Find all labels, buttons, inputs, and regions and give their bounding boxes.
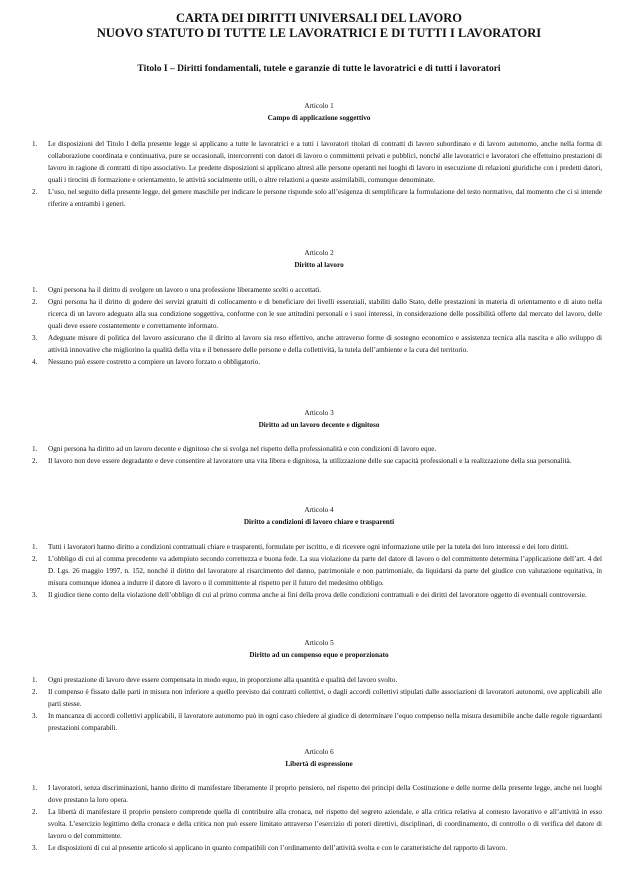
list-item xyxy=(0,186,638,210)
article-heading: Articolo 1 xyxy=(304,102,334,110)
article-title: Diritto al lavoro xyxy=(294,261,344,269)
list-item xyxy=(0,782,638,806)
item-number: 3. xyxy=(32,334,38,342)
item-text: Il giudice tiene conto della violazione dell’obbligo di cui al primo comma anche ai fini della prova delle condizioni contrattuali e dei diritti del lavoratore oggetto di eventuali controversie. xyxy=(48,591,587,599)
item-text: La libertà di manifestare il proprio pensiero comprende quella di contribuire alla cronaca, nel rispetto del segreto aziendale, e alla critica relativa al contesto lavorativo e all’attività in esso svolta. L’esercizio legittimo della cronaca e della critica non può essere limitato attraverso l’esercizio di poteri direttivi, disciplinari, di coordinamento, di controllo o di verifica del datore di lavoro o del committente. xyxy=(48,808,602,840)
article-6-list xyxy=(0,782,638,854)
list-item xyxy=(0,806,638,842)
list-item xyxy=(0,541,638,553)
item-number: 1. xyxy=(32,140,38,148)
article-5-list xyxy=(0,674,638,734)
item-number: 3. xyxy=(32,712,38,720)
item-text: L’obbligo di cui al comma precedente va adempiuto secondo correttezza e buona fede. La sua violazione da parte del datore di lavoro o del committente determina l’applicazione dell’art. 4 del D. Lgs. 26 maggio 1997, n. 152, nonché il diritto del lavoratore al risarcimento del danno, patrimoniale e non patrimoniale, da liquidarsi da parte del giudice con valutazione equitativa, in misura comunque idonea a indurre il datore di lavoro o il committente al rispetto per il futuro del medesimo obbligo. xyxy=(48,555,602,587)
item-number: 2. xyxy=(32,688,38,696)
item-text: Ogni persona ha diritto ad un lavoro decente e dignitoso che si svolga nel rispetto della professionalità e con condizioni di lavoro eque. xyxy=(48,445,437,453)
item-text: Ogni persona ha il diritto di svolgere un lavoro o una professione liberamente scelti o accettati. xyxy=(48,286,322,294)
list-item xyxy=(0,455,638,467)
item-text: Il compenso è fissato dalle parti in misura non inferiore a quello previsto dai contratti collettivi, o dagli accordi collettivi stipulati dalle associazioni di lavoratori autonomi, ove applicabili alle parti stesse. xyxy=(48,688,602,708)
item-number: 4. xyxy=(32,358,38,366)
section-subtitle: Titolo I – Diritti fondamentali, tutele e garanzie di tutte le lavoratrici e di tutti i lavoratori xyxy=(137,64,501,74)
article-heading: Articolo 2 xyxy=(304,249,334,257)
article-2-list xyxy=(0,284,638,368)
item-text: I lavoratori, senza discriminazioni, hanno diritto di manifestare liberamente il proprio pensiero, nel rispetto dei principi della Costituzione e delle norme della presente legge, anche nei luoghi dove prestano la loro opera. xyxy=(48,784,602,804)
article-2-header xyxy=(0,247,638,271)
list-item xyxy=(0,356,638,368)
item-number: 2. xyxy=(32,555,38,563)
document-title-line1: CARTA DEI DIRITTI UNIVERSALI DEL LAVORO xyxy=(175,11,463,25)
article-5-header xyxy=(0,637,638,661)
article-heading: Articolo 6 xyxy=(304,748,334,756)
document-title-line2: NUOVO STATUTO DI TUTTE LE LAVORATRICI E DI TUTTI I LAVORATORI xyxy=(96,26,542,40)
list-item xyxy=(0,710,638,734)
article-heading: Articolo 3 xyxy=(304,409,334,417)
item-number: 1. xyxy=(32,784,38,792)
item-text: Nessuno può essere costretto a compiere un lavoro forzato o obbligatorio. xyxy=(48,358,261,366)
item-text: Le disposizioni del Titolo I della presente legge si applicano a tutte le lavoratrici e a tutti i lavoratori titolari di contratti di lavoro subordinato e di lavoro autonomo, anche nella forma di collaborazione coordinata e continuativa, pure se occasionali, intercorrenti con datori di lavoro o committenti privati e pubblici, nonché alle lavoratrici e lavoratori che effettuino prestazioni di lavoro in ragione di contratti di tipo associativo. Le predette disposizioni si applicano altresì alle persone operanti nei luoghi di lavoro in esecuzione di relazioni giuridiche con i predetti datori, quali i tirocini di formazione e orientamento, le attività socialmente utili, o altre relazioni a queste assimilabili, comunque denominate. xyxy=(48,140,602,184)
article-title: Campo di applicazione soggettivo xyxy=(267,114,371,122)
list-item xyxy=(0,553,638,589)
article-1-list xyxy=(0,138,638,210)
list-item xyxy=(0,138,638,186)
item-text: Adeguate misure di politica del lavoro assicurano che il diritto al lavoro sia reso effettivo, anche attraverso forme di sostegno economico e assistenza tecnica alla nascita e allo sviluppo di attività innovative che migliorino la qualità della vita e il benessere delle persone e della collettività, la tutela dell’ambiente e la cura del territorio. xyxy=(48,334,602,354)
article-title: Libertà di espressione xyxy=(285,760,353,768)
item-number: 1. xyxy=(32,543,38,551)
article-3-list xyxy=(0,443,638,467)
item-number: 1. xyxy=(32,676,38,684)
list-item xyxy=(0,674,638,686)
list-item xyxy=(0,443,638,455)
article-heading: Articolo 5 xyxy=(304,639,334,647)
list-item xyxy=(0,284,638,296)
item-number: 2. xyxy=(32,808,38,816)
item-number: 3. xyxy=(32,844,38,852)
item-text: Tutti i lavoratori hanno diritto a condizioni contrattuali chiare e trasparenti, formulate per iscritto, e di ricevere ogni informazione utile per la tutela dei loro interessi e dei loro diritti. xyxy=(48,543,569,551)
article-title: Diritto a condizioni di lavoro chiare e trasparenti xyxy=(243,518,395,526)
item-text: Ogni persona ha il diritto di godere dei servizi gratuiti di collocamento e di beneficiare dei livelli essenziali, stabiliti dallo Stato, delle prestazioni in materia di orientamento e di aiuto nella ricerca di un lavoro adeguato alla sua condizione soggettiva, conforme con le sue attitudini personali e i suoi interessi, in considerazione delle possibilità offerte dal mercato del lavoro, delle quali deve essere costantemente e correttamente informato. xyxy=(48,298,602,330)
article-4-header xyxy=(0,504,638,528)
item-text: L’uso, nel seguito della presente legge, del genere maschile per indicare le persone risponde solo all’esigenza di semplificare la formulazione del testo normativo, dal momento che ci si intende riferire a entrambi i generi. xyxy=(48,188,602,208)
item-number: 2. xyxy=(32,457,38,465)
article-heading: Articolo 4 xyxy=(304,506,334,514)
item-text: Ogni prestazione di lavoro deve essere compensata in modo equo, in proporzione alla quantità e qualità del lavoro svolto. xyxy=(48,676,398,684)
article-3-header xyxy=(0,407,638,431)
article-1-header xyxy=(0,100,638,124)
item-number: 3. xyxy=(32,591,38,599)
article-title: Diritto ad un lavoro decente e dignitoso xyxy=(258,421,380,429)
article-4-list xyxy=(0,541,638,601)
item-text: Il lavoro non deve essere degradante e deve consentire al lavoratore una vita libera e dignitosa, la utilizzazione delle sue capacità professionali e la realizzazione della sua personalità. xyxy=(48,457,572,465)
item-number: 1. xyxy=(32,286,38,294)
article-title: Diritto ad un compenso equo e proporzionato xyxy=(249,651,389,659)
item-number: 2. xyxy=(32,298,38,306)
item-number: 2. xyxy=(32,188,38,196)
list-item xyxy=(0,842,638,854)
item-text: Le disposizioni di cui al presente articolo si applicano in quanto compatibili con l’ordinamento dell’attività svolta e con le caratteristiche del rapporto di lavoro. xyxy=(48,844,508,852)
item-number: 1. xyxy=(32,445,38,453)
article-6-header xyxy=(0,746,638,770)
list-item xyxy=(0,332,638,356)
item-text: In mancanza di accordi collettivi applicabili, il lavoratore autonomo può in ogni caso chiedere al giudice di determinare l’equo compenso nella misura desumibile anche dalle regole riguardanti prestazioni comparabili. xyxy=(48,712,602,732)
list-item xyxy=(0,686,638,710)
list-item xyxy=(0,296,638,332)
list-item xyxy=(0,589,638,601)
